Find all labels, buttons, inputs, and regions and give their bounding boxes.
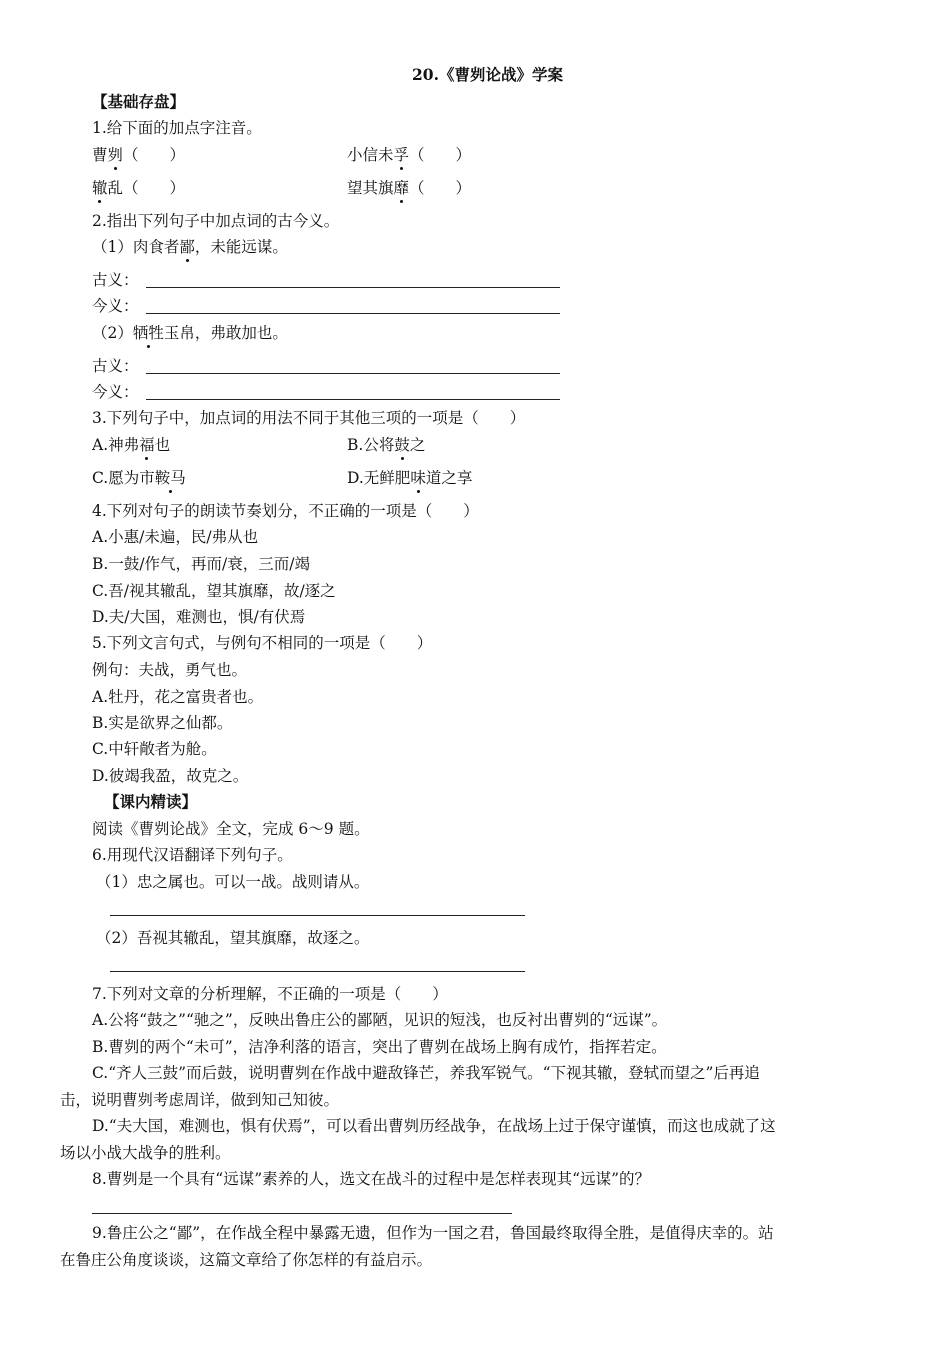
q2-s2-ancient-answer-line[interactable] xyxy=(146,373,560,374)
q1-item-1-dotted: 刿 xyxy=(107,146,124,164)
q2-sentence-1 xyxy=(92,237,288,257)
q2-s2-dotted: 牺牲 xyxy=(132,324,164,342)
q1-item-1 xyxy=(92,145,185,165)
question-3-stem: 3.下列句子中，加点词的用法不同于其他三项的一项是（ ） xyxy=(92,409,526,427)
q2-s1-modern-label: 今义： xyxy=(92,297,139,315)
q6-s1-answer-line[interactable] xyxy=(110,915,525,916)
reading-instructions: 阅读《曹刿论战》全文，完成 6～9 题。 xyxy=(92,820,370,838)
q3-d-after: 道之享 xyxy=(425,469,473,487)
q4-option-d: D.夫/大国，难测也，惧/有伏焉 xyxy=(92,608,306,626)
q1-item-2-after: （ ） xyxy=(409,146,472,164)
question-1-stem: 1.给下面的加点字注音。 xyxy=(92,119,262,137)
q4-option-a: A.小惠/未遍，民/弗从也 xyxy=(92,528,259,546)
q3-c-before: C.愿为市 xyxy=(92,469,155,487)
q2-sentence-2 xyxy=(92,323,288,343)
worksheet-title: 20.《曹刿论战》学案 xyxy=(412,65,563,84)
q6-sentence-1: （1）忠之属也。可以一战。战则请从。 xyxy=(96,873,370,891)
q5-option-b: B.实是欲界之仙都。 xyxy=(92,714,233,732)
q3-option-c xyxy=(92,468,186,488)
q1-item-4 xyxy=(347,178,471,198)
question-8-stem: 8.曹刿是一个具有“远谋”素养的人，选文在战斗的过程中是怎样表现其“远谋”的？ xyxy=(92,1170,650,1188)
q2-s1-before: （1）肉食者 xyxy=(92,238,180,256)
q2-s1-after: ，未能远谋。 xyxy=(194,238,288,256)
question-9-line-1: 9.鲁庄公之“鄙”，在作战全程中暴露无遗，但作为一国之君，鲁国最终取得全胜，是值得庆幸的。站 xyxy=(92,1224,774,1242)
q1-item-1-after: （ ） xyxy=(123,146,186,164)
q1-item-2-dotted: 孚 xyxy=(393,146,410,164)
q8-answer-line[interactable] xyxy=(92,1213,512,1214)
q1-item-4-dotted: 靡 xyxy=(393,179,410,197)
q2-s1-ancient-label: 古义： xyxy=(92,271,139,289)
q1-item-2 xyxy=(347,145,471,165)
q4-option-c: C.吾/视其辙乱，望其旗靡，故/逐之 xyxy=(92,582,336,600)
q6-sentence-2: （2）吾视其辙乱，望其旗靡，故逐之。 xyxy=(96,929,370,947)
q2-s2-ancient-label: 古义： xyxy=(92,357,139,375)
section-heading-reading: 【课内精读】 xyxy=(104,792,198,811)
q1-item-3 xyxy=(92,178,185,198)
q7-option-d-line-1: D.“夫大国，难测也，惧有伏焉”，可以看出曹刿历经战争，在战场上过于保守谨慎，而这也成就了这 xyxy=(92,1117,776,1135)
q1-item-4-after: （ ） xyxy=(409,179,472,197)
q3-d-dotted: 味 xyxy=(410,469,426,487)
q2-s2-modern-answer-line[interactable] xyxy=(146,399,560,400)
q2-s1-dotted: 鄙 xyxy=(179,238,195,256)
q1-item-3-after: 乱（ ） xyxy=(107,179,186,197)
q7-option-c-line-2: 击，说明曹刿考虑周详，做到知己知彼。 xyxy=(60,1091,340,1109)
q6-s2-answer-line[interactable] xyxy=(110,971,525,972)
q5-option-c: C.中轩敞者为舱。 xyxy=(92,740,217,758)
q7-option-a: A.公将“鼓之”“驰之”，反映出鲁庄公的鄙陋，见识的短浅，也反衬出曹刿的“远谋”。 xyxy=(92,1011,668,1029)
q2-s1-modern-answer-line[interactable] xyxy=(146,313,560,314)
q3-b-after: 之 xyxy=(409,436,426,454)
q2-s2-modern-label: 今义： xyxy=(92,383,139,401)
q5-example: 例句：夫战，勇气也。 xyxy=(92,661,248,679)
q7-option-b: B.曹刿的两个“未可”，洁净利落的语言，突出了曹刿在战场上胸有成竹，指挥若定。 xyxy=(92,1038,667,1056)
q1-item-3-dotted: 辙 xyxy=(92,179,108,197)
q4-option-b: B.一鼓/作气，再而/衰，三而/竭 xyxy=(92,555,310,573)
q5-option-d: D.彼竭我盈，故克之。 xyxy=(92,767,249,785)
q3-option-a xyxy=(92,435,170,455)
q7-option-c-line-1: C.“齐人三鼓”而后鼓，说明曹刿在作战中避敌锋芒，养我军锐气。“下视其辙，登轼而望之”后再追 xyxy=(92,1064,760,1082)
q3-d-before: D.无鲜肥 xyxy=(347,469,411,487)
q3-option-d xyxy=(347,468,472,488)
q1-item-1-before: 曹 xyxy=(92,146,108,164)
question-6-stem: 6.用现代汉语翻译下列句子。 xyxy=(92,846,293,864)
q1-item-4-before: 望其旗 xyxy=(347,179,394,197)
q2-s2-after: 玉帛，弗敢加也。 xyxy=(163,324,288,342)
q3-a-before: A.神弗 xyxy=(92,436,140,454)
q3-c-dotted: 鞍马 xyxy=(154,469,186,487)
q3-b-before: B.公将 xyxy=(347,436,395,454)
q3-option-b xyxy=(347,435,425,455)
question-9-line-2: 在鲁庄公角度谈谈，这篇文章给了你怎样的有益启示。 xyxy=(60,1251,433,1269)
q3-a-after: 也 xyxy=(154,436,171,454)
q5-option-a: A.牡丹，花之富贵者也。 xyxy=(92,688,264,706)
question-7-stem: 7.下列对文章的分析理解，不正确的一项是（ ） xyxy=(92,985,448,1003)
section-heading-basics: 【基础存盘】 xyxy=(92,92,186,111)
q2-s1-ancient-answer-line[interactable] xyxy=(146,287,560,288)
question-5-stem: 5.下列文言句式，与例句不相同的一项是（ ） xyxy=(92,634,433,652)
question-4-stem: 4.下列对句子的朗读节奏划分，不正确的一项是（ ） xyxy=(92,502,479,520)
question-2-stem: 2.指出下列句子中加点词的古今义。 xyxy=(92,212,340,230)
q3-b-dotted: 鼓 xyxy=(394,436,410,454)
q1-item-2-before: 小信未 xyxy=(347,146,394,164)
q7-option-d-line-2: 场以小战大战争的胜利。 xyxy=(60,1144,231,1162)
q3-a-dotted: 福 xyxy=(139,436,155,454)
q2-s2-before: （2） xyxy=(92,324,133,342)
